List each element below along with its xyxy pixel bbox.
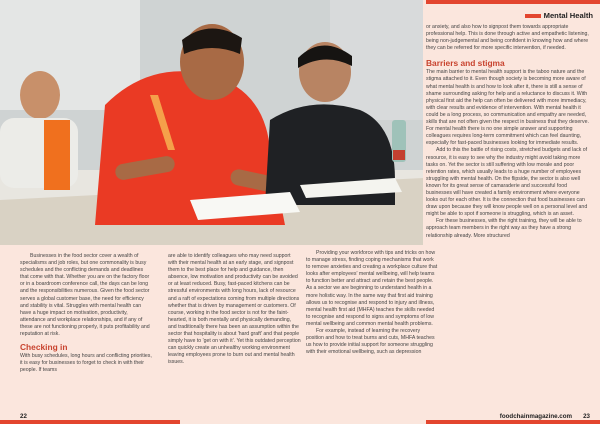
col1-paragraph-2: With busy schedules, long hours and conflicting priorities, it is easy for businesses to forget to check in with their people. If teams bbox=[20, 353, 152, 374]
footer-site[interactable]: foodchainmagazine.com bbox=[499, 413, 572, 420]
training-session-photo bbox=[0, 0, 423, 245]
right-column bbox=[426, 24, 592, 240]
col3-paragraph-1: Providing your workforce with tips and tricks on how to manage stress, finding coping mechanisms that work to remove anxieties and creating a workplace culture that looks after employees' mental wellbeing, will help teams to function better and attract and retain the best people. As a sector we are beginning to understand health in a more holistic way. In the same way that first aid training allows us to recognise and respond to injury and illness, mental health first aid (MHFA) teaches the skills needed to recognise and respond to signs and symptoms of low mental wellbeing and common mental health problems. bbox=[306, 250, 438, 327]
column-3 bbox=[306, 250, 439, 356]
barriers-paragraph-3: For these businesses, with the right training, they will be able to approach team members in the right way as they have a strong relationship already. More structured bbox=[426, 218, 582, 239]
footer bbox=[0, 410, 600, 424]
section-tag bbox=[525, 11, 593, 20]
left-page-number: 22 bbox=[20, 413, 27, 420]
column-2 bbox=[168, 253, 301, 367]
section-tag-bar bbox=[525, 14, 541, 18]
barriers-paragraph-2: Add to this the battle of rising costs, stretched budgets and lack of resource, it is easy to see why the industry might avoid taking more tasks on. Yet the sector is still suffering with low morale and poor retention rates, which usually leads to a huge number of employees struggling with mental health. On the flipside, the sector is also well known for its great sense of camaraderie and successful food businesses will have created a family environment where everyone looks out for each other. It is the connection that food businesses can draw upon because they will know people well on a personal level and might be able to spot if someone is struggling, which is an asset. bbox=[426, 147, 588, 218]
bottom-right-accent-bar bbox=[426, 420, 600, 424]
col2-paragraph-1: are able to identify colleagues who may need support with their mental health at an early stage, and signpost them to the best place for help and guidance, then absence, low motivation and productivity can be avoided or at least reduced. Busy, fast-paced kitchens can be stressful environments with long hours, lack of resource and a raft of expectations coming from multiple directions whether that is driven by management or customers. Of course, working in the food sector is not for the faint-hearted, it is both mentally and physically demanding, and traditionally there has been an assumption within the sector that hospitality is about 'hard graft' and that people simply have to 'get on with it'. Yet this outdated perception can quickly create an unhealthy working environment leaving employees prone to burn out and mental health issues. bbox=[168, 253, 301, 366]
barriers-heading: Barriers and stigma bbox=[426, 58, 505, 69]
bottom-left-accent-bar bbox=[0, 420, 180, 424]
right-page-number: 23 bbox=[583, 413, 590, 420]
checking-in-heading: Checking in bbox=[20, 342, 68, 353]
col3-paragraph-2: For example, instead of learning the recovery position and how to treat burns and cuts, MHFA teaches us how to provide initial support for someone struggling with their emotional wellbeing, such as depression bbox=[306, 328, 435, 356]
section-title: Mental Health bbox=[543, 11, 593, 20]
right-intro-paragraph: or anxiety, and also how to signpost them towards appropriate professional help. This is done through active and empathetic listening, being non-judgemental and being confident in knowing how and where they can be referred for more specific intervention, if needed. bbox=[426, 24, 589, 52]
column-1 bbox=[20, 253, 153, 374]
col1-paragraph-1: Businesses in the food sector cover a wealth of specialisms and job roles, but one commonality is busy schedules and the conflicting demands and deadlines that come with that. Whether you are on the factory floor or in a boardroom conference call, the days can be long and the responsibilities numerous. Given the food sector serves a global customer base, the need for efficiency and stability is vital. Struggles with mental health can have a huge impact on motivation, productivity, attendance and workplace relationships, and if any of these are not functioning properly, it puts profitability and reputation at risk. bbox=[20, 253, 150, 338]
top-accent-bar bbox=[426, 0, 600, 4]
barriers-paragraph-1: The main barrier to mental health support is the taboo nature and the stigma attached to it. Even though society is becoming more aware of what mental health is and how to look after it, there is still a sense of shame surrounding asking for help and a reluctance to discuss it. With physical first aid the help can often be delivered with more immediacy, with clear results and evidence of intervention. With mental health it could be a long process, so communication and empathy are needed, skills that are not often given the respect in business that they deserve. For mental health there is no one simple answer and supporting colleagues requires long-term commitment which can feel daunting, especially for fast-paced businesses looking for immediate results. bbox=[426, 69, 589, 147]
